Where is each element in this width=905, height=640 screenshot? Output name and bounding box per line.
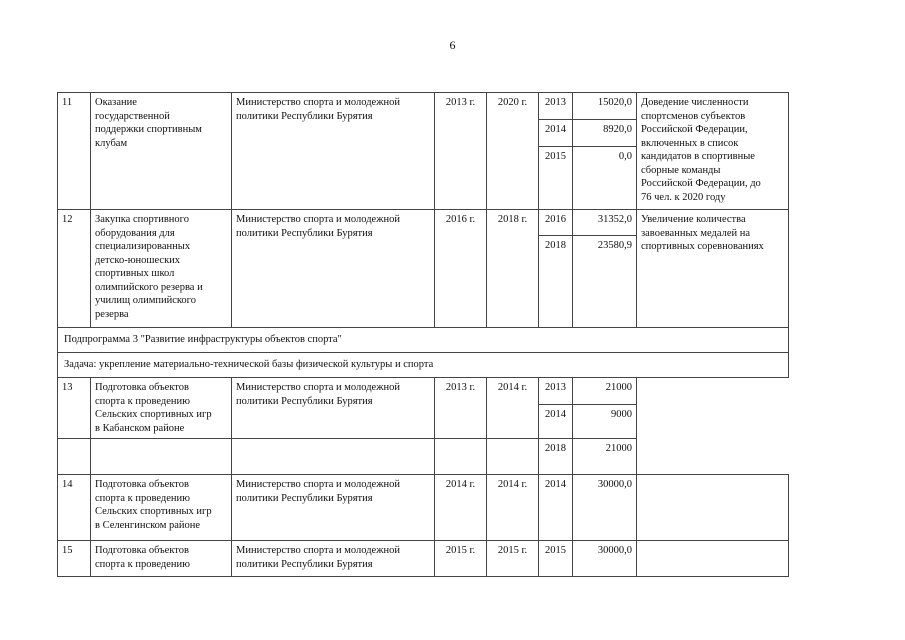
end-date: 2020 г. [487,93,539,210]
year-cell: 2014 [539,475,573,541]
year-cell: 2018 [539,236,573,328]
table-row [58,93,789,120]
program-table [57,92,789,577]
activity-name: Подготовка объектов спорта к проведению Сельских спортивных игр в Кабанском районе [91,378,232,439]
year-cell: 2013 [539,378,573,405]
table-row [58,353,789,378]
year-cell: 2016 [539,210,573,236]
executor: Министерство спорта и молодежной политики Республики Бурятия [232,210,435,328]
start-date: 2014 г. [435,475,487,541]
year-cell: 2014 [539,404,573,438]
activity-name: Оказание государственной поддержки спортивным клубам [91,93,232,210]
end-date: 2018 г. [487,210,539,328]
amount-cell: 30000,0 [573,541,637,577]
empty-cell [91,439,232,475]
empty-result-cell [637,378,789,475]
amount-cell: 21000 [573,439,637,475]
activity-name: Закупка спортивного оборудования для специализированных детско-юношеских спортивных школ олимпийского резерва и училищ олимпийского резерва [91,210,232,328]
end-date: 2014 г. [487,475,539,541]
amount-cell: 0,0 [573,147,637,210]
executor: Министерство спорта и молодежной политики Республики Бурятия [232,93,435,210]
year-cell: 2013 [539,93,573,120]
year-cell: 2015 [539,541,573,577]
expected-result: Доведение численности спортсменов субъектов Российской Федерации, включенных в список кандидатов в спортивные сборные команды Российской Федерации, до 76 чел. к 2020 году [637,93,789,210]
table-row [58,475,789,541]
row-number: 12 [58,210,91,328]
empty-cell [232,439,435,475]
empty-cell [435,439,487,475]
year-cell: 2015 [539,147,573,210]
amount-cell: 31352,0 [573,210,637,236]
row-number: 15 [58,541,91,577]
year-cell: 2018 [539,439,573,475]
amount-cell: 9000 [573,404,637,438]
start-date: 2016 г. [435,210,487,328]
executor: Министерство спорта и молодежной политики Республики Бурятия [232,378,435,439]
amount-cell: 15020,0 [573,93,637,120]
year-cell: 2014 [539,120,573,147]
table-row [58,328,789,353]
start-date: 2015 г. [435,541,487,577]
executor: Министерство спорта и молодежной политики Республики Бурятия [232,475,435,541]
page-number: 6 [449,38,456,52]
table-row [58,378,789,405]
row-number: 11 [58,93,91,210]
activity-name: Подготовка объектов спорта к проведению Сельских спортивных игр в Селенгинском районе [91,475,232,541]
executor: Министерство спорта и молодежной политики Республики Бурятия [232,541,435,577]
end-date: 2014 г. [487,378,539,439]
subprogram-heading: Подпрограмма 3 "Развитие инфраструктуры объектов спорта" [58,328,789,353]
start-date: 2013 г. [435,93,487,210]
amount-cell: 8920,0 [573,120,637,147]
expected-result: Увеличение количества завоеванных медалей на спортивных соревнованиях [637,210,789,328]
table-row [58,210,789,236]
row-number: 14 [58,475,91,541]
end-date: 2015 г. [487,541,539,577]
empty-cell [58,439,91,475]
expected-result [637,541,789,577]
amount-cell: 30000,0 [573,475,637,541]
start-date: 2013 г. [435,378,487,439]
activity-name: Подготовка объектов спорта к проведению [91,541,232,577]
row-number: 13 [58,378,91,439]
amount-cell: 21000 [573,378,637,405]
expected-result [637,475,789,541]
amount-cell: 23580,9 [573,236,637,328]
table-row [58,541,789,577]
task-heading: Задача: укрепление материально-технической базы физической культуры и спорта [58,353,789,378]
empty-cell [487,439,539,475]
